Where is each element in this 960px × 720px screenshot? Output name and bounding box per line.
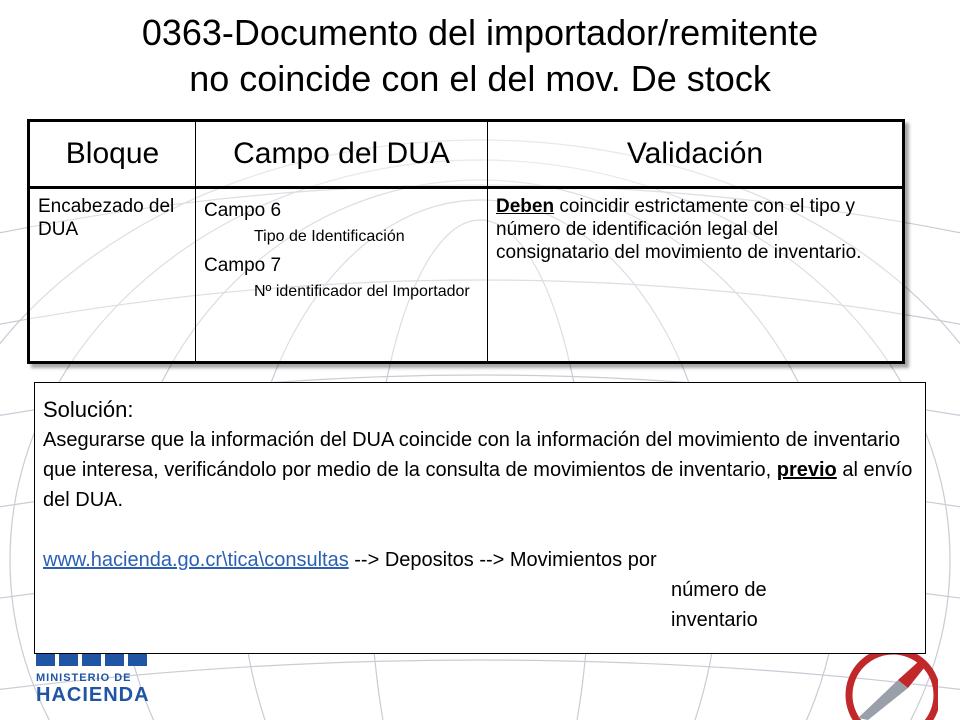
navigation-path-cont-1: número de [671, 579, 767, 601]
solution-box [34, 382, 926, 654]
campo-7-description: Nº identificador del Importador [254, 283, 470, 300]
logo-line-2: HACIENDA [36, 684, 150, 706]
solution-text-after: al envío del DUA. [43, 459, 913, 511]
title-line-1: 0363-Documento del importador/remitente [141, 12, 819, 53]
campo-6-description: Tipo de Identificación [254, 228, 405, 245]
hacienda-consultas-link[interactable]: www.hacienda.go.cr\tica\consultas [43, 549, 349, 571]
header-campo-dua: Campo del DUA [196, 121, 488, 188]
navigation-path-cont-2: inventario [671, 609, 758, 631]
validation-text: coincidir estrictamente con el tipo y número de identificación legal del consignatario del movimiento de inventario. [496, 196, 862, 263]
cell-bloque: Encabezado del DUA [29, 188, 196, 363]
cell-campo [196, 188, 488, 363]
spacer [43, 515, 917, 545]
solution-text-before: Asegurarse que la información del DUA coincide con la información del movimiento de inventario que interesa, verificándolo por medio de la consulta de movimientos de inventario, [43, 429, 901, 481]
campo-6-label: Campo 6 [204, 200, 282, 221]
header-bloque: Bloque [29, 121, 196, 188]
navigation-path: --> Depositos --> Movimientos por [348, 549, 657, 571]
campo-7-label: Campo 7 [204, 255, 282, 276]
logo-blocks-icon [36, 652, 150, 666]
logo-line-1: MINISTERIO DE [36, 672, 132, 684]
header-validacion: Validación [488, 121, 904, 188]
solution-link-line [43, 545, 917, 575]
slide-title [0, 10, 960, 102]
table-row [29, 188, 904, 363]
validation-emphasis: Deben [496, 196, 555, 217]
solution-emphasis: previo [776, 459, 837, 481]
validation-table [27, 119, 905, 364]
cell-validacion [488, 188, 904, 363]
solution-body [43, 425, 917, 515]
solution-heading: Solución: [43, 397, 134, 422]
title-line-2: no coincide con el del mov. De stock [189, 58, 771, 99]
ministerio-hacienda-logo [36, 652, 150, 706]
table-header-row [29, 121, 904, 188]
